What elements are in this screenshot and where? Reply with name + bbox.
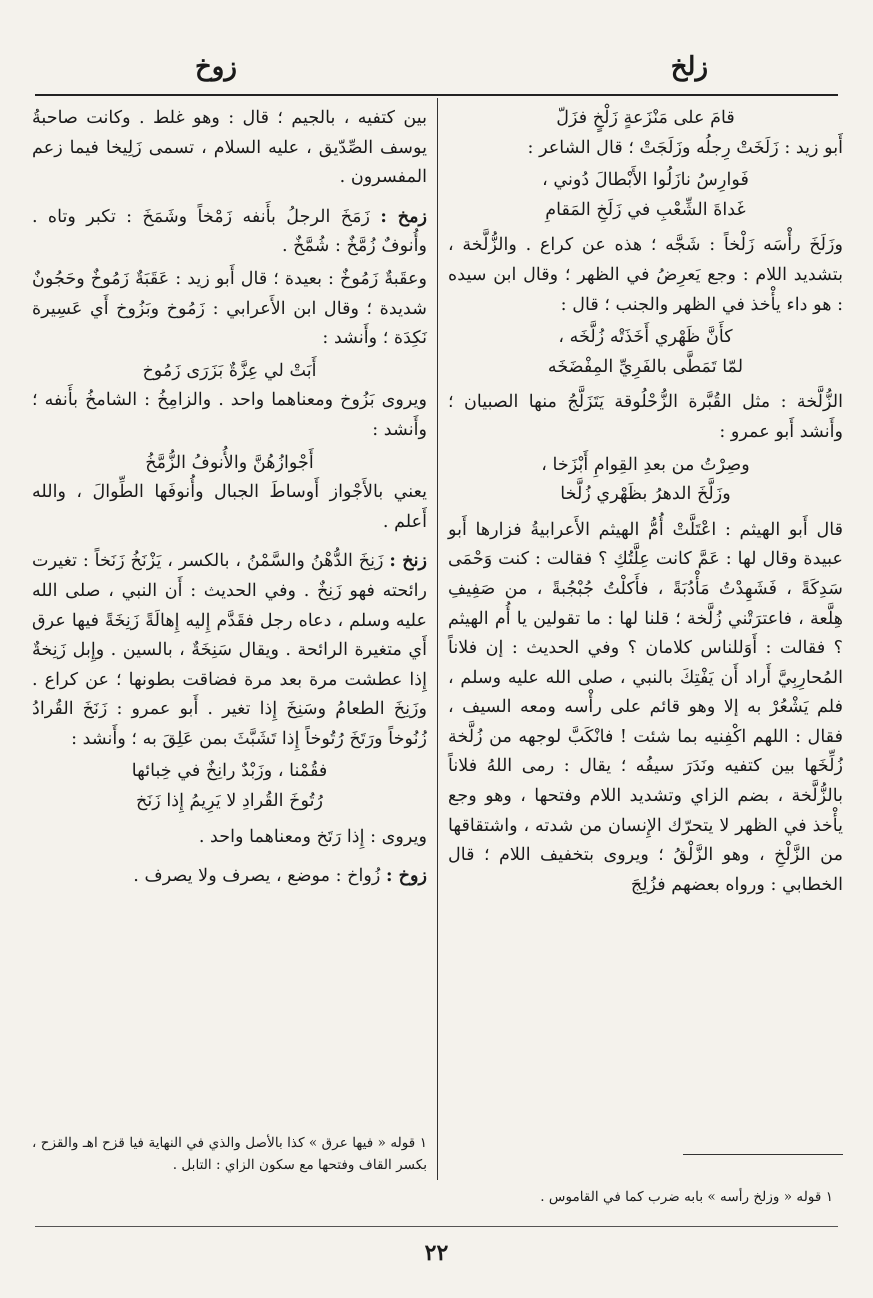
left-header-title: زوخ — [195, 52, 237, 82]
dictionary-entry — [32, 546, 427, 754]
right-column — [448, 104, 843, 903]
column-divider — [437, 98, 438, 1180]
paragraph: قال أَبو الهيثم : اعْتَلَّتْ أُمُّ الهيثم الأَعرابيةُ فزارها أَبو عبيدة وقال لها : عَمَّ كانت عِلَّتُكِ ؟ فقالت : كنت وَحْمَى سَدِكَةً ، فَشَهِدْتُ مَأْدُبَةً ، فأَكلْتُ جُبْجُبةً ، من صَفِيفِ هِلَّعة ، فاعترَتْني زُلَّخة ؛ قلنا لها : ما تقولين يا أُم الهيثم ؟ فقالت : أَوَللناس كلامان ؟ وفي الحديث : إن فلاناً المُحارِبِيَّ أَراد أَن يَفْتِكَ بالنبي ، صلى الله عليه وسلم ، فلم يَشْعُرْ به إلا وهو قائم على رأْسه ومعه السيف ، فقال : اللهم اكْفِنيه بما شئت ! فانْكَبَّ لوجهه من زُلَّخة زُلِّخَها بين كتفيه ونَدَرَ سيفُه ؛ يقال : رمى اللهُ فلاناً بالزُّلَّخة ، بضم الزاي وتشديد اللام وفتحها ، وهو وجع يأْخذ في الظهر لا يتحرّك الإِنسان من شدته ، واشتقاقها من الزَّلْخِ ، وهو الزَّلْقُ ؛ ويروى بتخفيف اللام ؛ قال الخطابي : ورواه بعضهم فزُلِجَ — [448, 519, 843, 895]
verse-line: أَبَتْ لي عِزَّةٌ بَزَرَى زَمُوخ — [142, 360, 317, 381]
paragraph: أَبو زيد : زَلَخَتْ رِجلُه وزَلَجَتْ ؛ قال الشاعر : — [527, 137, 843, 158]
paragraph: وزَلَخَ رأْسَه زَلْخاً : شَجَّه ؛ هذه عن كراع . والزُّلَّخة ، بتشديد اللام : وجع يَعرِضُ في الظهر ؛ وقال ابن سيده : هو داء يأْخذ في الظهر والجنب ؛ قال : — [448, 235, 843, 315]
verse-line: فقُمْنا ، وزَبْدٌ رانِخٌ في خِبائها — [131, 761, 328, 782]
entry-text: زُواخ : موضع ، يصرف ولا يصرف . — [133, 866, 381, 887]
verse-line: غَداةَ الشِّعْبِ في زَلَخِ المَقامِ — [545, 199, 746, 220]
left-footnote: ١ قوله « فيها عرق » كذا بالأصل والذي في النهاية فيا قزح اهـ والقزح ، بكسر القاف وفتحها مع سكون الزاي : التابل . — [32, 1135, 427, 1173]
left-column — [32, 104, 427, 895]
verse-line: وصِرْتُ من بعدِ القِوامِ أَبْزَخا ، — [541, 454, 750, 475]
entry-text: زَنِخَ الدُّهْنُ والسَّمْنُ ، بالكسر ، يَزْنَخُ زَنَخاً : تغيرت رائحته فهو زَنِخٌ . وفي الحديث : أَن النبي ، صلى الله عليه وسلم ، دعاه رجل فقَدَّم إِليه إِهالَةً زَنِخَةً فيها عرق أَي متغيرة الرائحة . ويقال سَنِخَةٌ ، بالسين . وإِبل زَنِخةٌ إِذا عطشت مرة بعد مرة فضاقت بطونها ؛ عن كراع . وزَنِخَ الطعامُ وسَنِخَ إِذا تغير . أَبو عمرو : زَنَخَ القُرادُ زُنُوخاً ورَتَخَ رُتُوخاً إِذا تَشَبَّثَ بمن عَلِقَ به ؛ وأَنشد : — [32, 551, 427, 749]
verse-line: قامَ على مَنْزَعةٍ زَلْخٍ فزَلّ — [556, 108, 735, 128]
verse-line: كأَنَّ ظَهْري أَخَذَتْه زُلَّخَه ، — [558, 327, 733, 348]
dictionary-entry — [32, 202, 427, 262]
entry-headword: زمخ : — [380, 205, 428, 227]
verse-line: فَوارِسُ نازَلُوا الأَبْطالَ دُوني ، — [542, 170, 749, 191]
right-footnote: ١ قوله « وزلخ رأسه » بابه ضرب كما في القاموس . — [540, 1189, 833, 1205]
header-rule — [35, 94, 838, 96]
footer-rule — [35, 1226, 838, 1227]
right-header-title: زلخ — [670, 52, 708, 82]
paragraph: بين كتفيه ، بالجيم ؛ قال : وهو غلط . وكانت صاحبةُ يوسف الصِّدّيق ، عليه السلام ، تسمى زَلِيخا فيما زعم المفسرون . — [32, 108, 427, 188]
verse-line: أَجْوازُهُنَّ والأُنوفُ الزُّمَّخُ — [145, 452, 314, 473]
paragraph: يعني بالأَجْواز أَوساطَ الجبال وأُنوفَها الطِّوالَ ، والله أَعلم . — [32, 482, 427, 532]
verse-line: وزَلَّخَ الدهرُ بظَهْري زُلَّخا — [560, 484, 731, 505]
paragraph: الزُّلَّخة : مثل القُبَّرة الزُّحْلُوقة يَتَزَلَّجُ منها الصبيان ؛ وأَنشد أَبو عمرو : — [448, 392, 843, 442]
entry-text: زَمَخَ الرجلُ بأَنفه زَمْخاً وشَمَخَ : تكبر وتاه . وأُنوفٌ زُمَّخٌ : شُمَّخٌ . — [32, 206, 427, 257]
footnote-rule — [683, 1154, 843, 1155]
paragraph: وعقَبةٌ زَمُوخٌ : بعيدة ؛ قال أَبو زيد : عَقَبَةٌ زَمُوخٌ وحَجُونٌ شديدة ؛ وقال ابن الأَعرابي : زَمُوخ وبَزُوخ أَي عَسِيرة نَكِدَة ؛ وأَنشد : — [32, 268, 427, 349]
verse-line: رُتُوخَ القُرادِ لا يَرِيمُ إِذا زَنَخ — [136, 791, 323, 812]
verse-line: لمّا تَمَطَّى بالفَرِيِّ المِفْضَخَه — [547, 356, 744, 377]
page-number: ٢٢ — [424, 1240, 449, 1266]
entry-headword: زوخ : — [386, 865, 427, 887]
paragraph: ويروى : إِذا رَتَخ ومعناهما واحد . — [198, 826, 427, 847]
entry-headword: زنخ : — [389, 550, 428, 572]
dictionary-entry — [32, 861, 427, 892]
paragraph: ويروى بَزُوخ ومعناهما واحد . والزامِخُ : الشامخُ بأَنفه ؛ وأَنشد : — [32, 390, 427, 440]
